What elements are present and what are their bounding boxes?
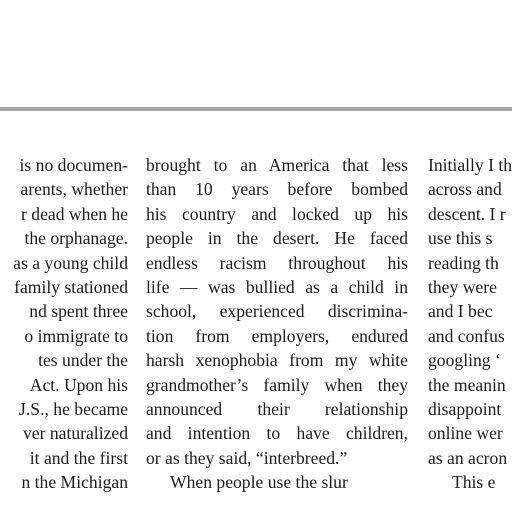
- text-line: This e: [452, 472, 496, 493]
- text-line: r dead when he: [21, 203, 128, 224]
- text-line: reading th: [428, 252, 499, 273]
- text-line: they were: [428, 276, 497, 297]
- text-line: and confus: [428, 325, 505, 346]
- text-line: it and the first: [29, 447, 128, 468]
- text-line: or as they said, “interbreed.”: [146, 447, 348, 468]
- text-line: and intention to have children,: [146, 423, 408, 444]
- text-line: tion from employers, endured: [146, 325, 408, 346]
- text-line: as a young child: [13, 252, 128, 273]
- text-line: n the Michigan: [21, 472, 128, 493]
- text-line: googling ‘: [428, 350, 501, 371]
- text-line: announced their relationship: [146, 398, 408, 419]
- text-line: tes under the: [38, 350, 128, 371]
- text-line: o immigrate to: [24, 325, 128, 346]
- text-line: online wer: [428, 423, 503, 444]
- text-line: grandmother’s family when they: [146, 374, 408, 395]
- text-line: use this s: [428, 228, 493, 249]
- text-line: the orphanage.: [24, 228, 128, 249]
- text-line: Initially I th: [428, 155, 512, 175]
- text-line: nd spent three: [29, 301, 128, 322]
- text-line: than 10 years before bombed: [146, 179, 408, 200]
- text-line: the meanin: [428, 374, 506, 395]
- text-column-right: [428, 153, 512, 494]
- text-line: as an acron: [428, 447, 508, 468]
- text-line: across and: [428, 179, 502, 200]
- header-divider: [0, 107, 512, 111]
- text-line: brought to an America that less: [146, 155, 408, 175]
- text-line: Act. Upon his: [29, 374, 128, 395]
- text-line: arents, whether: [20, 179, 128, 200]
- text-line: When people use the slur: [170, 472, 348, 493]
- text-column-middle: [146, 153, 408, 494]
- text-line: is no documen-: [19, 155, 128, 175]
- text-line: school, experienced discrimina-: [146, 301, 408, 322]
- text-line: and I bec: [428, 301, 493, 322]
- text-line: his country and locked up his: [146, 203, 408, 224]
- text-line: family stationed: [14, 276, 128, 297]
- text-line: ver naturalized: [22, 423, 128, 444]
- text-column-left: [13, 153, 128, 494]
- text-line: life — was bullied as a child in: [146, 276, 408, 297]
- text-line: descent. I r: [428, 203, 506, 224]
- text-line: people in the desert. He faced: [146, 228, 408, 249]
- text-line: J.S., he became: [19, 398, 128, 419]
- text-line: disappoint: [428, 398, 502, 419]
- text-line: harsh xenophobia from my white: [146, 350, 408, 371]
- text-line: endless racism throughout his: [146, 252, 408, 273]
